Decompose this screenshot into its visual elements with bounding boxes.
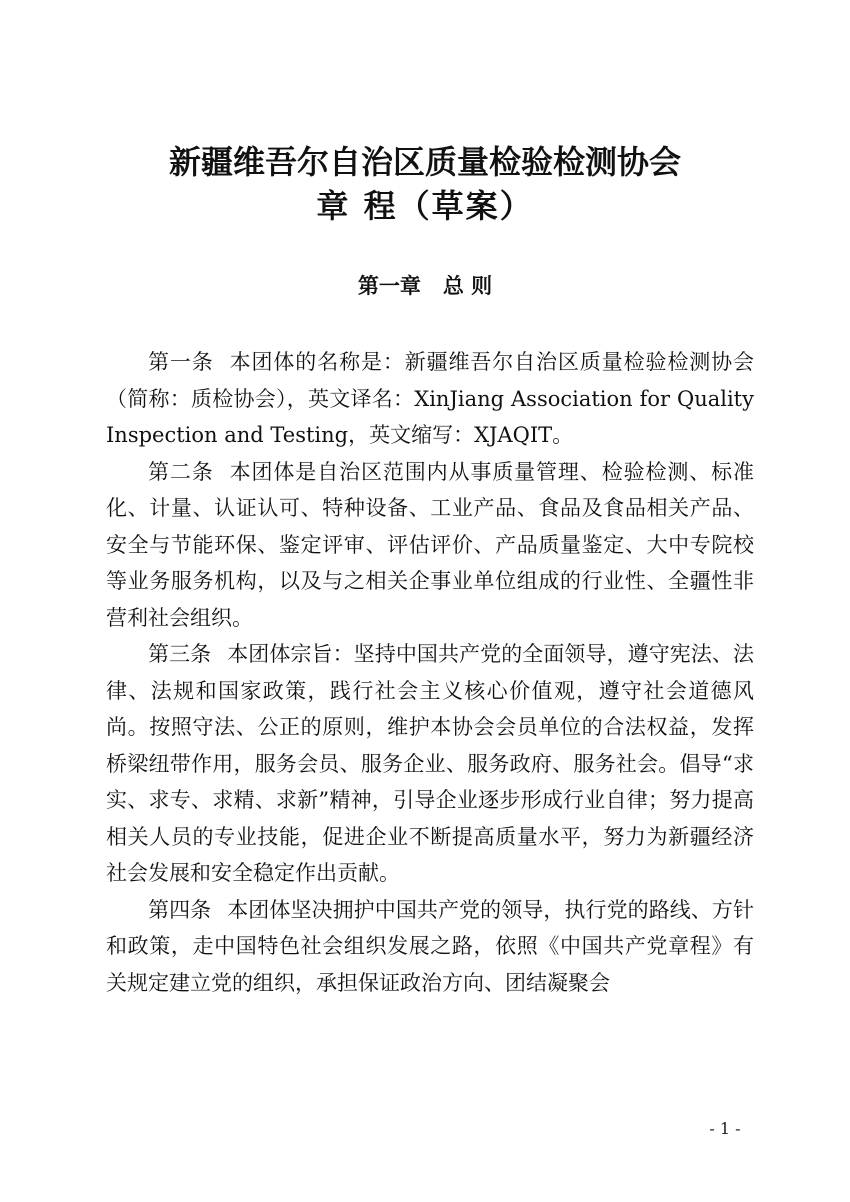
article-2	[106, 454, 754, 637]
article-1	[106, 344, 754, 454]
chapter-number: 第一章	[357, 274, 421, 298]
chapter-heading	[0, 272, 850, 300]
article-label: 第一条	[148, 350, 214, 374]
document-title: 新疆维吾尔自治区质量检验检测协会	[168, 143, 681, 181]
article-3	[106, 636, 754, 892]
article-text: 本团体宗旨：坚持中国共产党的全面领导，遵守宪法、法律、法规和国家政策，践行社会主义核心价值观，遵守社会道德风尚。按照守法、公正的原则，维护本协会会员单位的合法权益，发挥桥梁纽带作用，服务会员、服务企业、服务政府、服务社会。倡导“求实、求专、求精、求新”精神，引导企业逐步形成行业自律；努力提高相关人员的专业技能，促进企业不断提高质量水平，努力为新疆经济社会发展和安全稳定作出贡献。	[106, 642, 755, 885]
article-label: 第三条	[148, 642, 212, 666]
document-subtitle: 章 程（草案）	[316, 187, 534, 225]
article-4	[106, 892, 754, 1002]
article-text: 本团体坚决拥护中国共产党的领导，执行党的路线、方针和政策，走中国特色社会组织发展之路，依照《中国共产党章程》有关规定建立党的组织，承担保证政治方向、团结凝聚会	[106, 897, 755, 995]
article-label: 第二条	[148, 459, 214, 484]
chapter-name: 总 则	[442, 274, 493, 298]
article-label: 第四条	[148, 897, 212, 922]
article-text: 本团体的名称是：新疆维吾尔自治区质量检验检测协会（简称：质检协会），英文译名：XinJiang Association for Quality Inspection and Testing，英文缩写：XJAQIT。	[106, 350, 755, 447]
page-number: - 1 -	[709, 1119, 741, 1138]
article-text: 本团体是自治区范围内从事质量管理、检验检测、标准化、计量、认证认可、特种设备、工业产品、食品及食品相关产品、安全与节能环保、鉴定评审、评估评价、产品质量鉴定、大中专院校等业务服务机构，以及与之相关企事业单位组成的行业性、全疆性非营利社会组织。	[106, 459, 755, 630]
document-body	[106, 344, 754, 1001]
